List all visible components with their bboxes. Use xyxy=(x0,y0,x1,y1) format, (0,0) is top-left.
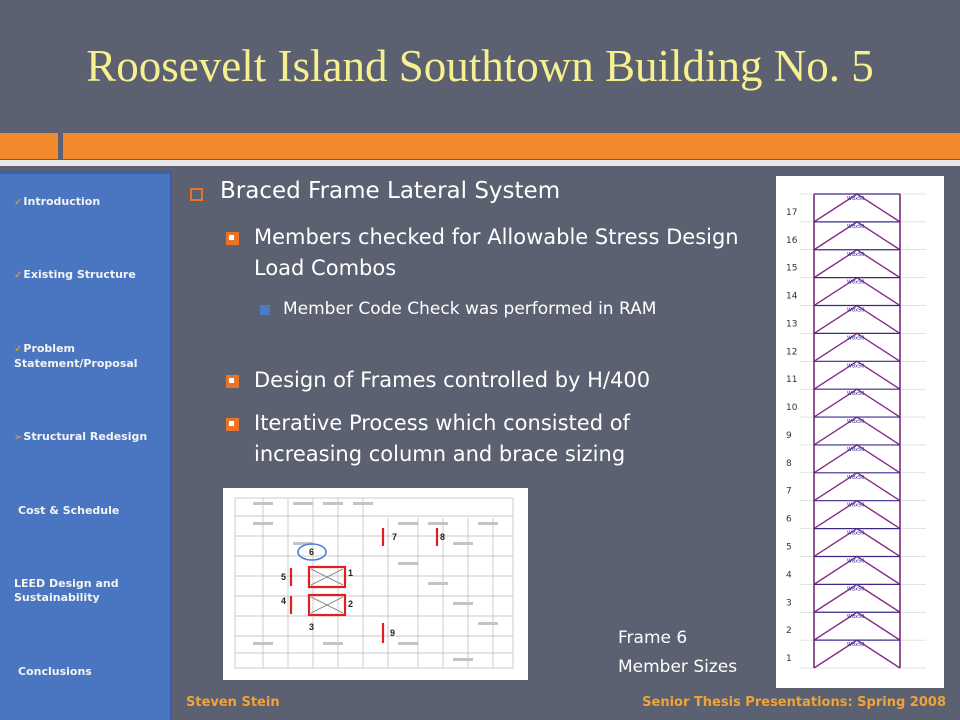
frame-beam-label: W8x50 xyxy=(847,419,865,426)
frame-beam-label: W8x50 xyxy=(847,335,865,342)
sidebar-item-label: Conclusions xyxy=(18,665,92,678)
sidebar-item-leed[interactable] xyxy=(14,577,164,605)
caption-line-1: Frame 6 xyxy=(618,628,688,648)
frame-label-6: 6 xyxy=(309,547,315,557)
square-bullet-icon xyxy=(226,418,239,431)
sidebar-item-problem-statement[interactable] xyxy=(14,342,164,371)
bullet-text: Members checked for Allowable Stress Design Load Combos xyxy=(254,225,739,280)
slide-title: Roosevelt Island Southtown Building No. 5 xyxy=(86,41,874,91)
frame-level-label: 14 xyxy=(786,291,798,302)
frame-beam-label: W8x50 xyxy=(847,558,865,565)
frame-beam-label: W8x50 xyxy=(847,586,865,593)
sidebar-item-label: Existing Structure xyxy=(23,268,136,281)
caption-line-2: Member Sizes xyxy=(618,657,738,677)
square-bullet-icon xyxy=(226,232,239,245)
heading-text: Braced Frame Lateral System xyxy=(220,178,561,204)
frame-level-label: 1 xyxy=(786,654,792,665)
footer-presenter: Steven Stein xyxy=(186,695,280,710)
sidebar-item-conclusions[interactable] xyxy=(18,665,168,679)
frame-beam-label: W8x50 xyxy=(847,446,865,453)
frame-beam-label: W8x50 xyxy=(847,391,865,398)
frame-label-2: 2 xyxy=(348,599,354,609)
frame-level-label: 11 xyxy=(786,375,798,386)
frame-beam-label: W8x50 xyxy=(847,196,865,202)
frame-beam-label: W8x50 xyxy=(847,251,865,258)
frame-level-label: 17 xyxy=(786,207,798,218)
frame-elevation-drawing xyxy=(776,176,944,688)
frame-beam-label: W8x50 xyxy=(847,502,865,509)
floor-plan-figure xyxy=(223,488,528,680)
sidebar-item-label: Problem Statement/Proposal xyxy=(14,342,138,370)
frame-beam-label: W8x50 xyxy=(847,307,865,314)
arrow-right-icon: ➢ xyxy=(14,432,23,443)
check-icon: ✓ xyxy=(14,197,23,208)
bullet-text: Iterative Process which consisted of increasing column and brace sizing xyxy=(254,411,630,466)
sidebar-item-existing-structure[interactable] xyxy=(14,268,164,283)
frame-elevation-figure xyxy=(776,176,944,688)
bullet-text: Member Code Check was performed in RAM xyxy=(283,299,657,319)
sidebar-item-label: Cost & Schedule xyxy=(18,504,120,517)
hollow-square-bullet-icon xyxy=(190,188,203,201)
divider-rule xyxy=(0,160,960,166)
sidebar-item-introduction[interactable] xyxy=(14,195,164,210)
frame-level-label: 7 xyxy=(786,486,792,497)
frame-level-label: 16 xyxy=(786,235,798,246)
bullet-text: Design of Frames controlled by H/400 xyxy=(254,368,651,392)
sidebar-item-label: Introduction xyxy=(23,195,101,208)
frame-beam-label: W8x50 xyxy=(847,363,865,370)
accent-stripe-left xyxy=(0,133,58,159)
frame-level-label: 2 xyxy=(786,626,792,637)
footer-event: Senior Thesis Presentations: Spring 2008 xyxy=(642,695,946,710)
frame-level-label: 12 xyxy=(786,347,798,358)
sidebar-item-cost-schedule[interactable] xyxy=(18,504,168,518)
frame-label-5: 5 xyxy=(281,572,287,582)
square-bullet-icon xyxy=(260,305,270,315)
frame-label-8: 8 xyxy=(440,532,446,542)
accent-stripe-right xyxy=(63,133,960,159)
frame-level-label: 8 xyxy=(786,458,792,469)
frame-level-label: 15 xyxy=(786,263,798,274)
frame-level-label: 3 xyxy=(786,598,792,609)
frame-level-label: 10 xyxy=(786,403,798,414)
frame-level-label: 5 xyxy=(786,542,792,553)
frame-beam-label: W8x50 xyxy=(847,642,865,649)
frame-label-4: 4 xyxy=(281,596,287,606)
frame-beam-label: W8x50 xyxy=(847,279,865,286)
title-bar xyxy=(0,0,960,132)
frame-label-9: 9 xyxy=(390,628,396,638)
frame-level-label: 13 xyxy=(786,319,798,330)
sidebar-item-structural-redesign[interactable] xyxy=(14,430,164,445)
frame-label-7: 7 xyxy=(392,532,398,542)
frame-label-3: 3 xyxy=(309,622,315,632)
sidebar-item-label: Structural Redesign xyxy=(23,430,148,443)
sidebar-item-label: LEED Design and Sustainability xyxy=(14,577,119,604)
frame-beam-label: W8x50 xyxy=(847,530,865,537)
frame-beam-label: W8x50 xyxy=(847,614,865,621)
frame-level-label: 9 xyxy=(786,430,792,441)
outline-sidebar xyxy=(0,171,172,720)
square-bullet-icon xyxy=(226,375,239,388)
frame-level-label: 4 xyxy=(786,570,792,581)
frame-label-1: 1 xyxy=(348,568,354,578)
frame-level-label: 6 xyxy=(786,514,792,525)
frame-beam-label: W8x50 xyxy=(847,223,865,230)
figure-caption xyxy=(618,624,778,682)
check-icon: ✓ xyxy=(14,270,23,281)
floor-plan-drawing xyxy=(223,488,528,680)
check-icon: ✓ xyxy=(14,344,23,355)
frame-beam-label: W8x50 xyxy=(847,474,865,481)
